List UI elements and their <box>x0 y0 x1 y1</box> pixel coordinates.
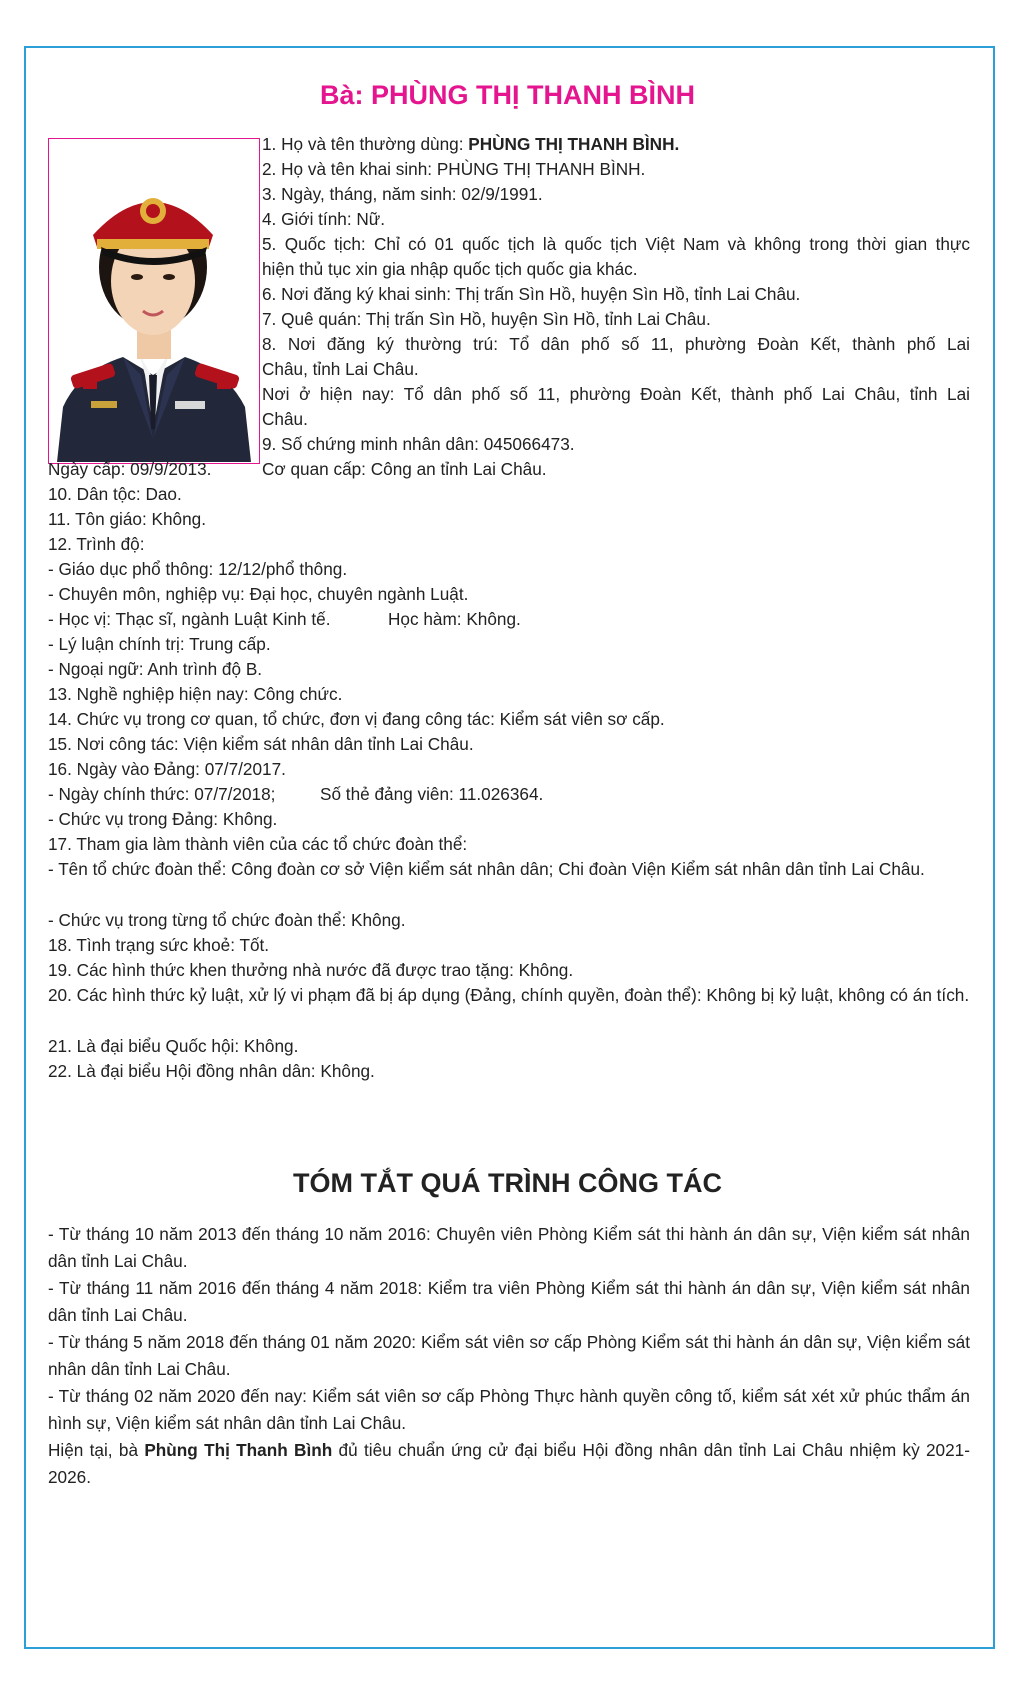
item-20: 20. Các hình thức kỷ luật, xử lý vi phạm đã bị áp dụng (Đảng, chính quyền, đoàn thể): Không bị kỷ luật, không có án tích. <box>48 985 970 1005</box>
closing-prefix: Hiện tại, bà <box>48 1440 139 1460</box>
item-16: 16. Ngày vào Đảng: 07/7/2017. <box>48 759 286 779</box>
item-3: 3. Ngày, tháng, năm sinh: 02/9/1991. <box>262 184 543 204</box>
item-22: 22. Là đại biểu Hội đồng nhân dân: Không. <box>48 1061 375 1081</box>
closing-name: Phùng Thị Thanh Bình <box>144 1440 333 1460</box>
portrait-image <box>49 139 258 462</box>
item-9-issuer: Cơ quan cấp: Công an tỉnh Lai Châu. <box>262 459 547 479</box>
item-1-label: 1. Họ và tên thường dùng: <box>262 134 464 154</box>
item-2: 2. Họ và tên khai sinh: PHÙNG THỊ THANH BÌNH. <box>262 159 646 179</box>
page-title: Bà: PHÙNG THỊ THANH BÌNH <box>320 80 695 110</box>
item-16-official-date: - Ngày chính thức: 07/7/2018; <box>48 784 276 804</box>
item-8-line-2: Châu, tỉnh Lai Châu. <box>262 359 419 379</box>
item-12-education: - Giáo dục phổ thông: 12/12/phổ thông. <box>48 559 348 579</box>
item-14: 14. Chức vụ trong cơ quan, tổ chức, đơn vị đang công tác: Kiểm sát viên sơ cấp. <box>48 709 665 729</box>
item-7: 7. Quê quán: Thị trấn Sìn Hồ, huyện Sìn Hồ, tỉnh Lai Châu. <box>262 309 711 329</box>
summary-heading: TÓM TẮT QUÁ TRÌNH CÔNG TÁC <box>293 1168 722 1198</box>
item-8-line-1: 8. Nơi đăng ký thường trú: Tổ dân phố số 11, phường Đoàn Kết, thành phố Lai <box>262 334 970 354</box>
portrait-photo <box>48 138 260 464</box>
item-19: 19. Các hình thức khen thưởng nhà nước đã được trao tặng: Không. <box>48 960 574 980</box>
item-13: 13. Nghề nghiệp hiện nay: Công chức. <box>48 684 343 704</box>
item-5-line-2: hiện thủ tục xin gia nhập quốc tịch quốc gia khác. <box>262 259 638 279</box>
summary-closing <box>48 1437 970 1490</box>
item-16-party-card: Số thẻ đảng viên: 11.026364. <box>320 784 544 804</box>
item-10: 10. Dân tộc: Dao. <box>48 484 182 504</box>
item-8-residence-line-2: Châu. <box>262 409 308 429</box>
item-16-party-position: - Chức vụ trong Đảng: Không. <box>48 809 278 829</box>
item-12-degree: - Học vị: Thạc sĩ, ngành Luật Kinh tế. <box>48 609 331 629</box>
summary-entry: - Từ tháng 5 năm 2018 đến tháng 01 năm 2020: Kiểm sát viên sơ cấp Phòng Kiểm sát thi hành án dân sự, Viện kiểm sát nhân dân tỉnh Lai Châu. <box>48 1332 970 1379</box>
item-9: 9. Số chứng minh nhân dân: 045066473. <box>262 434 575 454</box>
summary-entry: - Từ tháng 11 năm 2016 đến tháng 4 năm 2018: Kiểm tra viên Phòng Kiểm sát thi hành án dân sự, Viện kiểm sát nhân dân tỉnh Lai Châu. <box>48 1278 970 1325</box>
item-5-line-1: 5. Quốc tịch: Chỉ có 01 quốc tịch là quốc tịch Việt Nam và không trong thời gian thực <box>262 234 970 254</box>
item-11: 11. Tôn giáo: Không. <box>48 509 206 529</box>
item-1 <box>262 131 679 157</box>
item-18: 18. Tình trạng sức khoẻ: Tốt. <box>48 935 270 955</box>
item-17-organizations: - Tên tổ chức đoàn thể: Công đoàn cơ sở Viện kiểm sát nhân dân; Chi đoàn Viện Kiểm sát nhân dân tỉnh Lai Châu. <box>48 859 925 879</box>
item-17-positions: - Chức vụ trong từng tổ chức đoàn thể: Không. <box>48 910 406 930</box>
item-12-specialty: - Chuyên môn, nghiệp vụ: Đại học, chuyên ngành Luật. <box>48 584 469 604</box>
summary-entry: - Từ tháng 02 năm 2020 đến nay: Kiểm sát viên sơ cấp Phòng Thực hành quyền công tố, kiểm sát xét xử phúc thẩm án hình sự, Viện kiểm sát nhân dân tỉnh Lai Châu. <box>48 1386 970 1433</box>
item-12-foreign-language: - Ngoại ngữ: Anh trình độ B. <box>48 659 263 679</box>
item-1-value: PHÙNG THỊ THANH BÌNH. <box>468 134 680 154</box>
item-17: 17. Tham gia làm thành viên của các tổ chức đoàn thể: <box>48 834 468 854</box>
closing-suffix: đủ tiêu chuẩn ứng cử đại biểu Hội đồng nhân dân tỉnh Lai Châu nhiệm kỳ 2021-2026. <box>48 1440 970 1487</box>
item-12-academic-title: Học hàm: Không. <box>388 609 521 629</box>
item-8-residence-line-1: Nơi ở hiện nay: Tổ dân phố số 11, phường Đoàn Kết, thành phố Lai Châu, tỉnh Lai <box>262 384 970 404</box>
item-6: 6. Nơi đăng ký khai sinh: Thị trấn Sìn Hồ, huyện Sìn Hồ, tỉnh Lai Châu. <box>262 284 801 304</box>
item-9-issue-date: Ngày cấp: 09/9/2013. <box>48 459 212 479</box>
item-12-political-theory: - Lý luận chính trị: Trung cấp. <box>48 634 271 654</box>
item-12: 12. Trình độ: <box>48 534 145 554</box>
item-15: 15. Nơi công tác: Viện kiểm sát nhân dân tỉnh Lai Châu. <box>48 734 474 754</box>
item-4: 4. Giới tính: Nữ. <box>262 209 386 229</box>
summary-entry: - Từ tháng 10 năm 2013 đến tháng 10 năm 2016: Chuyên viên Phòng Kiểm sát thi hành án dân sự, Viện kiểm sát nhân dân tỉnh Lai Châu. <box>48 1224 970 1271</box>
item-21: 21. Là đại biểu Quốc hội: Không. <box>48 1036 299 1056</box>
